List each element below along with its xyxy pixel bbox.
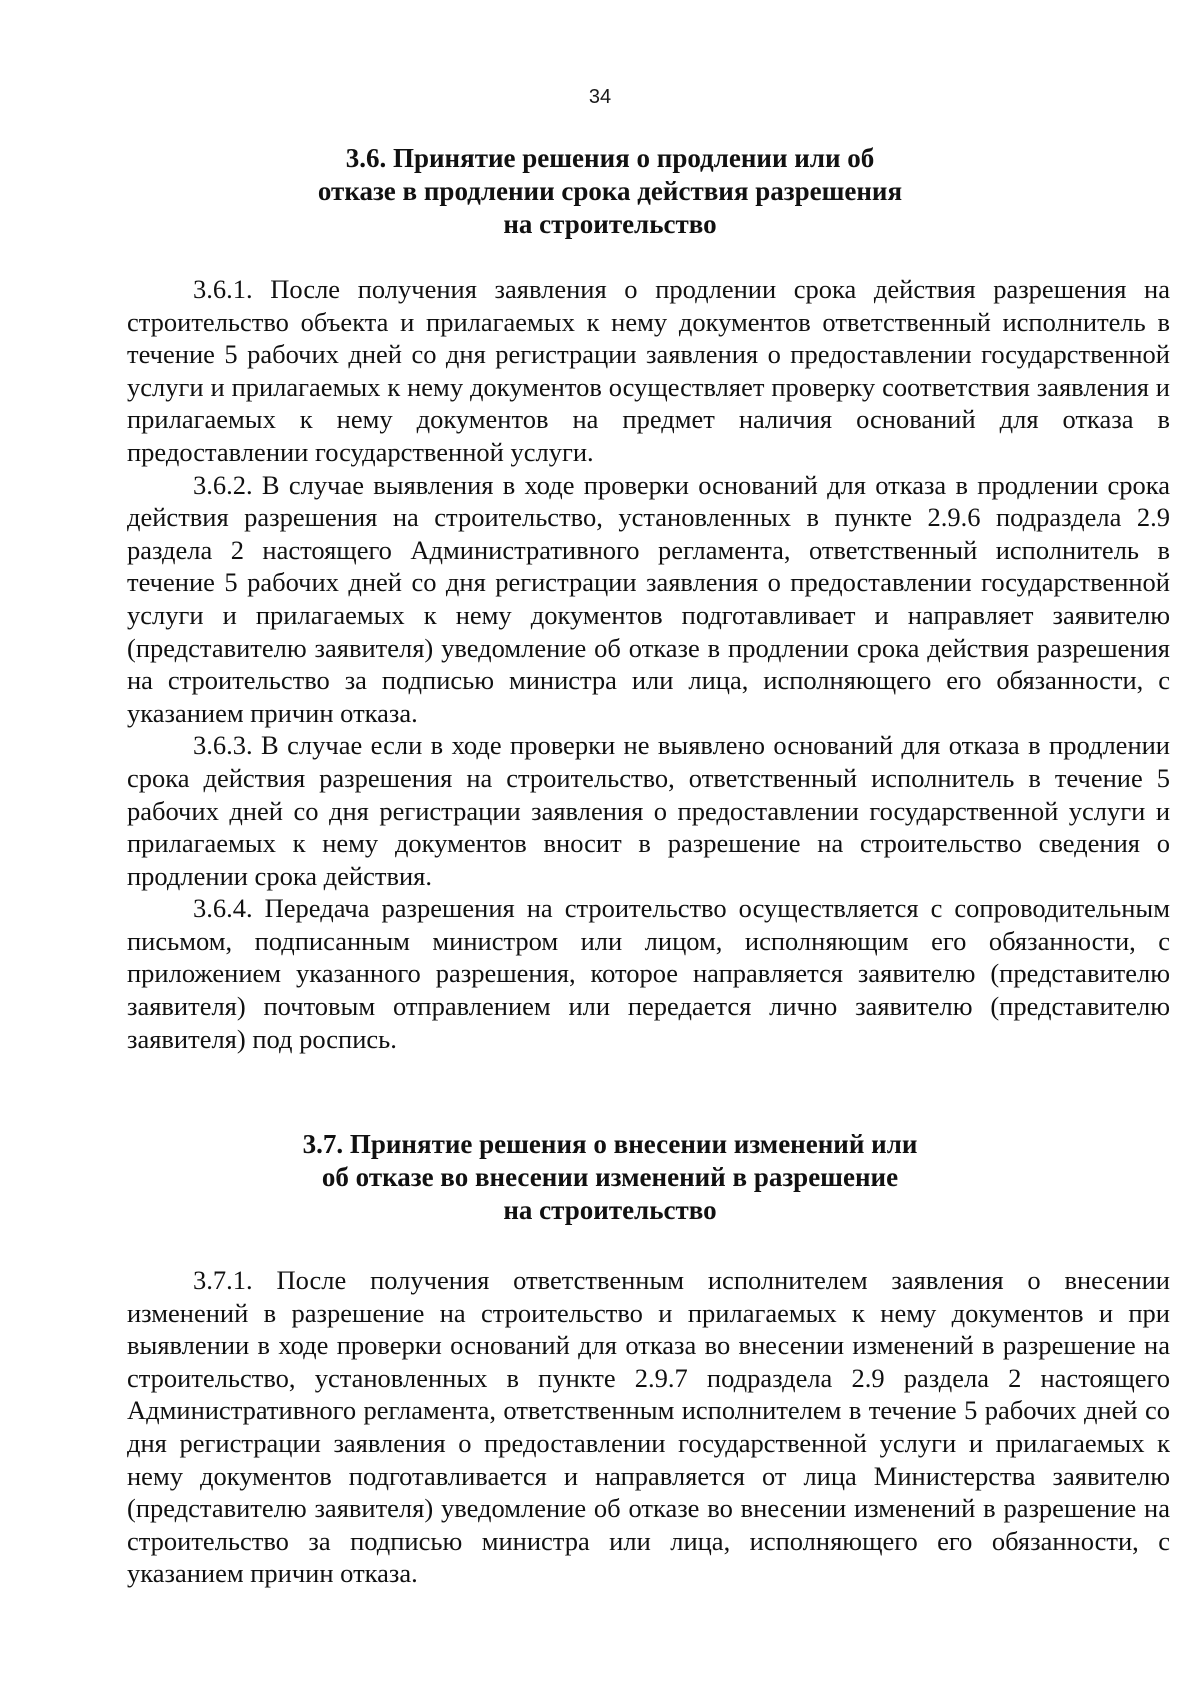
paragraph-3-6-3: 3.6.3. В случае если в ходе проверки не выявлено оснований для отказа в продлении срока действия разрешения на строительство, ответственный исполнитель в течение 5 рабочих дней со дня регистрации заявления о предоставлении государственной услуги и прилагаемых к нему документов вносит в разрешение на строительство сведения о продлении срока действия. [127, 730, 1170, 891]
section-3-7-title-line-3: на строительство [503, 1195, 717, 1225]
section-3-6-title-line-2: отказе в продлении срока действия разрешения [317, 176, 903, 206]
section-3-7-body [127, 1264, 1170, 1590]
section-3-6-title-line-1: 3.6. Принятие решения о продлении или об [345, 143, 875, 173]
page-number: 34 [588, 86, 612, 108]
section-3-6-title-line-3: на строительство [503, 209, 717, 239]
paragraph-3-6-1: 3.6.1. После получения заявления о продлении срока действия разрешения на строительство объекта и прилагаемых к нему документов ответственный исполнитель в течение 5 рабочих дней со дня регистрации заявления о предоставлении государственной услуги и прилагаемых к нему документов осуществляет проверку соответствия заявления и прилагаемых к нему документов на предмет наличия оснований для отказа в предоставлении государственной услуги. [127, 274, 1170, 467]
paragraph-3-6-2: 3.6.2. В случае выявления в ходе проверки оснований для отказа в продлении срока действия разрешения на строительство, установленных в пункте 2.9.6 подраздела 2.9 раздела 2 настоящего Административного регламента, ответственный исполнитель в течение 5 рабочих дней со дня регистрации заявления о предоставлении государственной услуги и прилагаемых к нему документов подготавливает и направляет заявителю (представителю заявителя) уведомление об отказе в продлении срока действия разрешения на строительство за подписью министра или лица, исполняющего его обязанности, с указанием причин отказа. [127, 469, 1170, 728]
section-3-7-title-line-1: 3.7. Принятие решения о внесении изменений или [302, 1129, 918, 1159]
section-3-6-title [0, 142, 1200, 241]
paragraph-3-6-4: 3.6.4. Передача разрешения на строительство осуществляется с сопроводительным письмом, подписанным министром или лицом, исполняющим его обязанности, с приложением указанного разрешения, которое направляется заявителю (представителю заявителя) почтовым отправлением или передается лично заявителю (представителю заявителя) под роспись. [127, 893, 1170, 1054]
paragraph-3-7-1: 3.7.1. После получения ответственным исполнителем заявления о внесении изменений в разрешение на строительство и прилагаемых к нему документов и при выявлении в ходе проверки оснований для отказа во внесении изменений в разрешение на строительство, установленных в пункте 2.9.7 подраздела 2.9 раздела 2 настоящего Административного регламента, ответственным исполнителем в течение 5 рабочих дней со дня регистрации заявления о предоставлении государственной услуги и прилагаемых к нему документов подготавливается и направляется от лица Министерства заявителю (представителю заявителя) уведомление об отказе во внесении изменений в разрешение на строительство за подписью министра или лица, исполняющего его обязанности, с указанием причин отказа. [127, 1265, 1170, 1589]
section-3-6-body [127, 273, 1170, 1055]
section-3-7-title-line-2: об отказе во внесении изменений в разрешение [321, 1162, 899, 1192]
section-3-7-title [0, 1128, 1200, 1227]
